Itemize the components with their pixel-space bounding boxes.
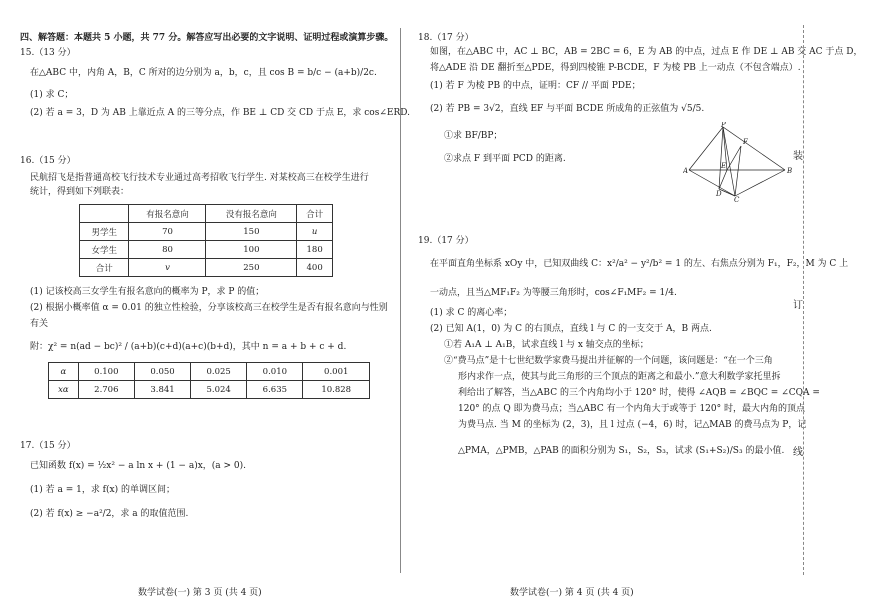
- q19-subpart1: ①若 A₁A ⊥ A₁B，试求直线 l 与 x 轴交点的坐标；: [444, 340, 649, 350]
- table-cell: 0.100: [78, 363, 134, 381]
- table-cell: 6.635: [247, 381, 303, 399]
- table-cell: 2.706: [78, 381, 134, 399]
- table-cell: u: [297, 223, 333, 241]
- q19-subpart2-line5: 为费马点. 当 M 的坐标为 (2，3)，且 l 过点 (−4，6) 时，记△MAB 的费马点为 P，记: [458, 420, 807, 430]
- table-cell: 合计: [80, 259, 129, 277]
- q18-subpart2: ②求点 F 到平面 PCD 的距离.: [444, 154, 566, 164]
- q19-part1: (1) 求 C 的离心率；: [430, 308, 513, 318]
- table-row: [80, 223, 333, 241]
- binding-char-ding: 订: [793, 300, 803, 311]
- q19-heading: 19.（17 分）: [418, 236, 474, 246]
- q17-heading: 17.（15 分）: [20, 441, 76, 451]
- page-footer: 数学试卷(一) 第 3 页 (共 4 页): [138, 588, 262, 598]
- binding-char-xian: 线: [793, 447, 803, 458]
- pyramid-figure: [683, 122, 795, 202]
- q15-heading: 15.（13 分）: [20, 48, 76, 58]
- q19-stem-line1: 在平面直角坐标系 xOy 中，已知双曲线 C：x²/a² − y²/b² = 1 的左、右焦点分别为 F₁，F₂，M 为 C 上: [430, 259, 849, 269]
- table-header-cell: 合计: [297, 205, 333, 223]
- q17-part2: (2) 若 f(x) ≥ −a²/2，求 a 的取值范围.: [30, 509, 189, 519]
- page-footer: 数学试卷(一) 第 4 页 (共 4 页): [510, 588, 634, 598]
- q15-part2: (2) 若 a = 3，D 为 AB 上靠近点 A 的三等分点，作 BE ⊥ CD 交 CD 于点 E，求 cos∠ERD.: [30, 108, 410, 118]
- table-cell: α: [49, 363, 79, 381]
- q18-heading: 18.（17 分）: [418, 33, 474, 43]
- fig-label-p: P: [721, 122, 726, 129]
- table-header-cell: [80, 205, 129, 223]
- q17-part1: (1) 若 a = 1，求 f(x) 的单调区间；: [30, 485, 175, 495]
- q15-stem: 在△ABC 中，内角 A，B，C 所对的边分别为 a，b，c，且 cos B = b/c − (a+b)/2c.: [30, 68, 377, 78]
- q19-subpart2-line3: 利给出了解答，当△ABC 的三个内角均小于 120° 时，使得 ∠AQB = ∠BQC = ∠CQA =: [458, 388, 820, 398]
- table-row: [49, 363, 370, 381]
- table-header-cell: 没有报名意向: [206, 205, 297, 223]
- table-cell: 0.025: [191, 363, 247, 381]
- fig-label-e: E: [721, 162, 727, 170]
- table-cell: 0.010: [247, 363, 303, 381]
- table-cell: 3.841: [134, 381, 190, 399]
- table-row: [80, 241, 333, 259]
- table-cell: xα: [49, 381, 79, 399]
- table-cell: 150: [206, 223, 297, 241]
- table-cell: 250: [206, 259, 297, 277]
- q19-part2: (2) 已知 A(1，0) 为 C 的右顶点，直线 l 与 C 的一支交于 A，B 两点.: [430, 324, 712, 334]
- table-cell: 男学生: [80, 223, 129, 241]
- table-cell: 5.024: [191, 381, 247, 399]
- section-header: 四、解答题：本题共 5 小题，共 77 分。解答应写出必要的文字说明、证明过程或演算步骤。: [20, 33, 394, 43]
- q19-stem-line2: 一动点，且当△MF₁F₂ 为等腰三角形时，cos∠F₁MF₂ = 1/4.: [430, 288, 677, 298]
- q16-part2-line1: (2) 根据小概率值 α = 0.01 的独立性检验，分享该校高三在校学生是否有报名意向与性别: [30, 303, 388, 313]
- page-divider: [400, 28, 401, 573]
- table-cell: 70: [129, 223, 206, 241]
- binding-line: [803, 25, 804, 575]
- table-cell: 女学生: [80, 241, 129, 259]
- fig-label-f: F: [743, 138, 748, 146]
- q18-subpart1: ①求 BF/BP；: [444, 131, 503, 141]
- fig-label-a: A: [683, 167, 689, 175]
- q16-stem-line2: 统计，得到如下列联表：: [30, 187, 130, 197]
- table-cell: 10.828: [303, 381, 370, 399]
- q18-part1: (1) 若 F 为棱 PB 的中点，证明：CF // 平面 PDE；: [430, 81, 641, 91]
- q18-part2: (2) 若 PB = 3√2，直线 EF 与平面 BCDE 所成角的正弦值为 √5/5.: [430, 104, 705, 114]
- table-cell: 80: [129, 241, 206, 259]
- q16-stem-line1: 民航招飞是指普通高校飞行技术专业通过高考招收飞行学生. 对某校高三在校学生进行: [30, 173, 369, 183]
- q19-subpart2-line1: ②“费马点”是十七世纪数学家费马提出并征解的一个问题，该问题是：“在一个三角: [444, 356, 773, 366]
- table-cell: 180: [297, 241, 333, 259]
- q16-part2-line2: 有关: [30, 319, 49, 329]
- table-row: [49, 381, 370, 399]
- fig-label-b: B: [787, 167, 793, 175]
- q19-subpart2-line6: △PMA，△PMB，△PAB 的面积分别为 S₁，S₂，S₃，试求 (S₁+S₂)/S₃ 的最小值.: [458, 446, 785, 456]
- q16-part1: (1) 记该校高三女学生有报名意向的概率为 P，求 P 的值；: [30, 287, 265, 297]
- fig-label-d: D: [716, 190, 722, 198]
- contingency-table: [79, 204, 333, 277]
- critical-value-table: [48, 362, 370, 399]
- table-cell: 0.001: [303, 363, 370, 381]
- q19-subpart2-line2: 形内求作一点，使其与此三角形的三个顶点的距离之和最小.”意大利数学家托里拆: [458, 372, 781, 382]
- q18-stem-line1: 如图，在△ABC 中，AC ⊥ BC，AB = 2BC = 6，E 为 AB 的中点，过点 E 作 DE ⊥ AB 交 AC 于点 D，: [430, 47, 863, 57]
- table-cell: 400: [297, 259, 333, 277]
- fig-label-c: C: [734, 196, 740, 202]
- q16-heading: 16.（15 分）: [20, 156, 76, 166]
- q19-subpart2-line4: 120° 的点 Q 即为费马点；当△ABC 有一个内角大于或等于 120° 时，最大内角的顶点: [458, 404, 805, 414]
- table-cell: 0.050: [134, 363, 190, 381]
- table-row: [80, 259, 333, 277]
- q18-stem-line2: 将△ADE 沿 DE 翻折至△PDE，得到四棱锥 P-BCDE，F 为棱 PB 上一动点（不包含端点）.: [430, 63, 801, 73]
- q17-stem: 已知函数 f(x) = ½x² − a ln x + (1 − a)x，(a > 0).: [30, 461, 247, 471]
- table-cell: 100: [206, 241, 297, 259]
- binding-char-zhuang: 装: [793, 151, 803, 162]
- table-header-row: [80, 205, 333, 223]
- q15-part1: (1) 求 C；: [30, 90, 74, 100]
- chi-square-formula: 附：χ² = n(ad − bc)² / (a+b)(c+d)(a+c)(b+d)，其中 n = a + b + c + d.: [30, 342, 347, 352]
- table-header-cell: 有报名意向: [129, 205, 206, 223]
- table-cell: v: [129, 259, 206, 277]
